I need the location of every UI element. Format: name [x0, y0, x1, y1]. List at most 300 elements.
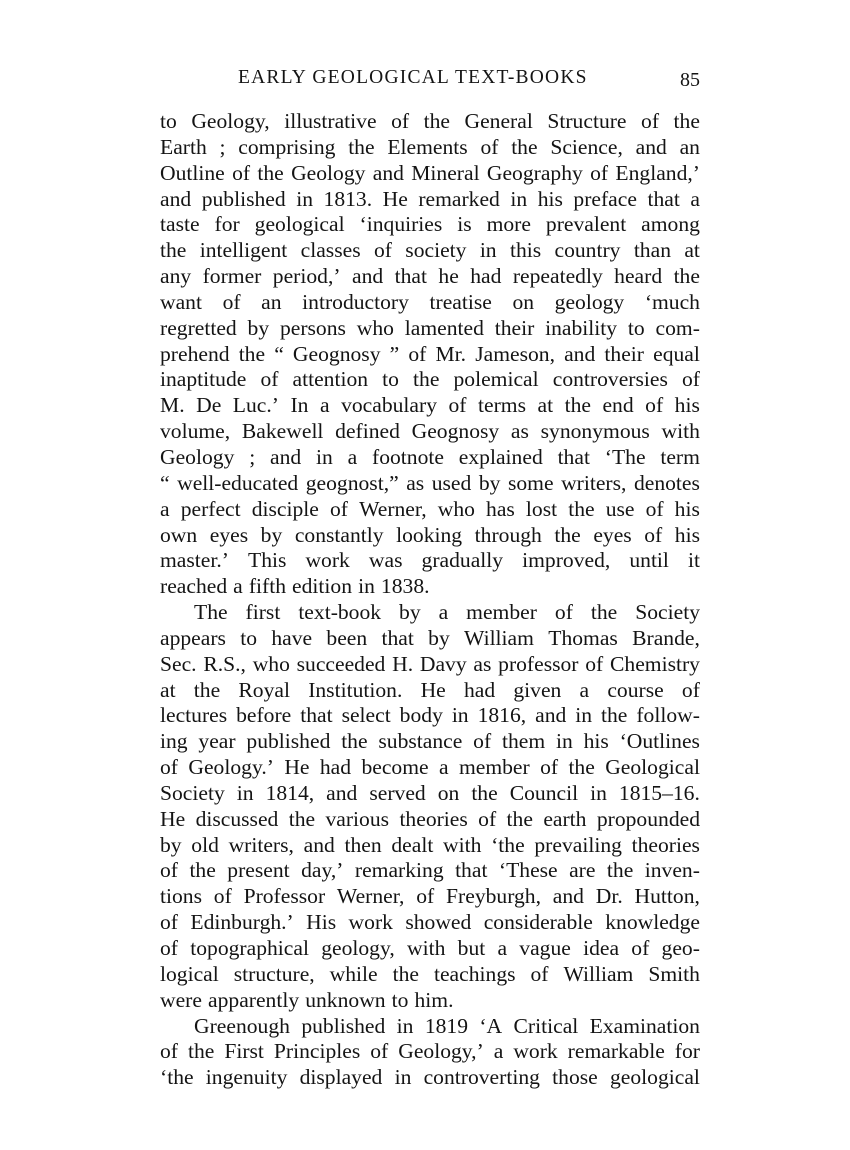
- word: Dr.: [595, 884, 623, 909]
- word: a: [319, 393, 330, 418]
- text-line: [160, 393, 700, 419]
- word: of: [644, 522, 663, 547]
- word: that: [381, 625, 414, 650]
- word: used: [431, 470, 472, 495]
- word: them: [501, 729, 546, 754]
- word: of: [160, 910, 178, 935]
- word: propounded: [596, 806, 700, 831]
- word: at: [537, 393, 554, 418]
- word: of: [160, 858, 178, 883]
- word: apparently: [208, 987, 300, 1012]
- word: com-: [655, 315, 700, 340]
- word: the: [160, 238, 187, 263]
- word: had: [463, 677, 496, 702]
- word: dealt: [391, 832, 434, 857]
- word: De: [196, 393, 222, 418]
- text-line: [160, 729, 700, 755]
- word: classes: [300, 238, 361, 263]
- word: looking: [396, 522, 463, 547]
- word: by: [478, 470, 501, 495]
- word: Luc.’: [232, 393, 279, 418]
- word: disciple: [251, 496, 319, 521]
- text-line: [160, 1065, 700, 1091]
- word: ‘inquiries: [359, 212, 443, 237]
- text-line: [160, 600, 700, 626]
- word: those: [552, 1065, 598, 1090]
- word: knowledge: [605, 910, 700, 935]
- word: the: [288, 806, 316, 831]
- word: the: [187, 1039, 215, 1064]
- word: as: [510, 419, 529, 444]
- word: of: [585, 651, 604, 676]
- word: of: [160, 936, 178, 960]
- word: of: [329, 496, 348, 521]
- word: published: [301, 1013, 386, 1038]
- word: and: [303, 832, 335, 857]
- word: more: [486, 212, 531, 237]
- word: in: [451, 703, 469, 728]
- word: prevalent: [545, 212, 627, 237]
- word: Geology: [291, 160, 366, 185]
- word: course: [607, 677, 664, 702]
- word: Hutton,: [634, 884, 700, 909]
- word: of: [681, 367, 700, 392]
- word: that: [455, 858, 488, 883]
- word: of: [530, 961, 549, 986]
- word: fifth: [248, 574, 286, 599]
- word: to: [627, 315, 645, 340]
- word: in: [358, 574, 375, 599]
- word: the: [238, 341, 266, 366]
- word: that: [647, 186, 680, 211]
- word: of: [408, 341, 427, 366]
- text-line: [160, 652, 700, 678]
- word: his: [674, 393, 700, 418]
- word: served: [369, 780, 426, 805]
- word: and: [372, 160, 404, 185]
- word: comprising: [238, 134, 336, 159]
- word: the: [392, 961, 419, 986]
- word: Professor: [243, 884, 326, 909]
- word: prehend: [160, 341, 230, 366]
- word: were: [160, 987, 202, 1012]
- text-line: [160, 445, 700, 471]
- word: on: [437, 780, 460, 805]
- word: of: [645, 496, 664, 521]
- word: showed: [405, 910, 472, 935]
- word: of: [222, 289, 241, 314]
- word: a: [233, 574, 243, 599]
- word: William: [563, 961, 634, 986]
- word: the: [568, 496, 595, 521]
- word: the: [673, 264, 700, 289]
- word: tions: [160, 884, 202, 909]
- word: that: [300, 703, 333, 728]
- word: of: [391, 109, 410, 133]
- word: geo-: [661, 936, 700, 960]
- word: defined: [335, 419, 400, 444]
- word: ;: [249, 444, 256, 469]
- word: the: [257, 160, 284, 185]
- word: Sec.: [160, 651, 197, 676]
- word: of: [373, 238, 392, 263]
- word: constantly: [294, 522, 384, 547]
- word: an: [679, 134, 700, 159]
- word: Geological: [605, 755, 700, 780]
- word: gradually: [421, 548, 504, 573]
- word: First: [224, 1039, 264, 1064]
- word: and: [326, 780, 358, 805]
- text-line: [160, 316, 700, 342]
- text-line: [160, 936, 700, 962]
- word: his: [583, 729, 609, 754]
- text-line: [160, 962, 700, 988]
- word: various: [325, 806, 390, 831]
- word: Mineral: [411, 160, 480, 185]
- word: in: [296, 186, 313, 211]
- word: a: [497, 936, 508, 960]
- word: 1814,: [265, 780, 315, 805]
- word: Geology,: [191, 109, 270, 133]
- word: until: [629, 548, 669, 573]
- word: vocabulary: [341, 393, 437, 418]
- word: introductory: [302, 289, 409, 314]
- word: been: [326, 625, 368, 650]
- word: succeeded: [296, 651, 386, 676]
- text-line: [160, 367, 700, 393]
- word: He: [420, 677, 446, 702]
- word: of: [641, 109, 660, 133]
- word: him.: [414, 987, 454, 1012]
- word: the: [673, 109, 700, 133]
- word: teachings: [433, 961, 516, 986]
- word: earth: [543, 806, 587, 831]
- word: lectures: [160, 703, 228, 728]
- word: a: [347, 444, 358, 469]
- word: inability: [545, 315, 618, 340]
- text-line: [160, 884, 700, 910]
- word: inven-: [644, 858, 700, 883]
- word: Brande,: [632, 625, 700, 650]
- word: it: [687, 548, 700, 573]
- word: end: [602, 393, 634, 418]
- word: of: [370, 1039, 389, 1064]
- word: vague: [519, 936, 571, 960]
- word: the: [601, 703, 628, 728]
- word: of: [160, 755, 178, 780]
- word: geology,: [321, 936, 395, 960]
- word: preface: [573, 186, 637, 211]
- word: first: [245, 600, 281, 625]
- word: and: [160, 186, 192, 211]
- text-line: [160, 238, 700, 264]
- word: The: [194, 600, 228, 625]
- word: inaptitude: [160, 367, 247, 392]
- word: is: [457, 212, 472, 237]
- word: had: [319, 755, 352, 780]
- word: he: [438, 264, 459, 289]
- text-line: [160, 497, 700, 523]
- word: Geognosy: [411, 419, 500, 444]
- word: geology: [554, 289, 625, 314]
- word: the: [554, 522, 581, 547]
- word: and: [270, 444, 302, 469]
- word: Principles: [273, 1039, 361, 1064]
- word: with: [443, 832, 482, 857]
- word: own: [160, 522, 198, 547]
- word: Science,: [550, 134, 623, 159]
- word: Elements: [387, 134, 468, 159]
- word: his: [674, 496, 700, 521]
- word: this: [509, 238, 542, 263]
- word: Jameson,: [475, 341, 555, 366]
- word: member: [466, 600, 537, 625]
- word: volume,: [160, 419, 231, 444]
- word: work: [305, 548, 350, 573]
- word: ingenuity: [205, 1065, 288, 1090]
- word: perfect: [180, 496, 241, 521]
- word: Mr.: [435, 341, 467, 366]
- running-title: EARLY GEOLOGICAL TEXT-BOOKS: [238, 67, 588, 88]
- word: society: [405, 238, 467, 263]
- word: illustrative: [284, 109, 377, 133]
- word: remarking: [354, 858, 444, 883]
- word: want: [160, 289, 202, 314]
- word: a: [493, 1039, 504, 1064]
- word: Geology,’: [398, 1039, 484, 1064]
- word: eyes: [209, 522, 249, 547]
- word: “: [160, 470, 170, 495]
- word: heard: [614, 264, 663, 289]
- word: by: [260, 522, 283, 547]
- word: the: [506, 806, 533, 831]
- word: of: [478, 806, 497, 831]
- word: Earth: [160, 134, 207, 159]
- word: work: [348, 910, 393, 935]
- word: by: [247, 315, 270, 340]
- word: former: [202, 264, 262, 289]
- word: country: [554, 238, 621, 263]
- word: Outline: [160, 160, 225, 185]
- word: “: [274, 341, 284, 366]
- word: Werner,: [359, 496, 427, 521]
- word: for: [674, 1039, 700, 1064]
- word: in: [479, 238, 497, 263]
- running-head: [160, 62, 700, 94]
- word: by: [160, 832, 182, 857]
- word: ‘the: [491, 832, 525, 857]
- word: taste: [160, 212, 200, 237]
- word: structure,: [233, 961, 315, 986]
- word: Royal: [238, 677, 290, 702]
- word: the: [568, 755, 595, 780]
- word: intelligent: [199, 238, 288, 263]
- text-line: [160, 678, 700, 704]
- word: geognost,”: [305, 470, 399, 495]
- word: This: [248, 548, 287, 573]
- word: of: [473, 729, 492, 754]
- word: ‘the: [160, 1065, 194, 1090]
- word: Freyburgh,: [446, 884, 541, 909]
- word: a: [438, 600, 449, 625]
- word: a: [690, 186, 700, 211]
- word: in: [575, 703, 593, 728]
- word: in: [236, 780, 254, 805]
- text-line: [160, 1039, 700, 1065]
- word: term: [660, 444, 700, 469]
- word: then: [344, 832, 382, 857]
- word: and: [635, 134, 667, 159]
- word: equal: [653, 341, 700, 366]
- word: follow-: [636, 703, 700, 728]
- word: Geognosy: [292, 341, 381, 366]
- word: lamented: [404, 315, 484, 340]
- word: the: [341, 729, 368, 754]
- word: to: [391, 987, 409, 1012]
- word: of: [590, 160, 609, 185]
- word: repeatedly: [512, 264, 603, 289]
- word: of: [645, 393, 664, 418]
- word: with: [661, 419, 700, 444]
- text-line: [160, 135, 700, 161]
- word: some: [507, 470, 554, 495]
- word: given: [513, 677, 562, 702]
- word: through: [474, 522, 542, 547]
- word: logical: [160, 961, 219, 986]
- word: text-book: [298, 600, 382, 625]
- word: William: [464, 625, 534, 650]
- word: General: [464, 109, 533, 133]
- word: ‘These: [498, 858, 558, 883]
- word: Geology.’: [188, 755, 274, 780]
- text-line: [160, 755, 700, 781]
- word: by: [399, 600, 421, 625]
- word: ing: [160, 729, 188, 754]
- word: Council: [509, 780, 579, 805]
- word: to: [382, 367, 399, 392]
- text-line: [160, 212, 700, 238]
- word: well-educated: [177, 470, 299, 495]
- word: prevailing: [534, 832, 622, 857]
- word: a: [438, 755, 449, 780]
- word: of: [448, 393, 467, 418]
- word: that: [394, 264, 427, 289]
- word: work: [513, 1039, 558, 1064]
- word: the: [413, 367, 440, 392]
- word: terms: [478, 393, 526, 418]
- word: Geography: [486, 160, 583, 185]
- word: writers,: [561, 470, 627, 495]
- text-line: [160, 187, 700, 213]
- word: Greenough: [194, 1013, 290, 1038]
- word: of: [631, 936, 650, 960]
- word: appears: [160, 625, 226, 650]
- word: footnote: [372, 444, 444, 469]
- word: with: [407, 936, 446, 960]
- word: use: [605, 496, 635, 521]
- word: regretted: [160, 315, 237, 340]
- word: unknown: [305, 987, 386, 1012]
- word: of: [160, 1039, 178, 1064]
- word: Geology: [160, 444, 235, 469]
- text-line: [160, 626, 700, 652]
- word: the: [590, 600, 618, 625]
- word: the: [423, 109, 450, 133]
- text-line: [160, 419, 700, 445]
- word: while: [329, 961, 378, 986]
- word: theories: [399, 806, 468, 831]
- word: his: [674, 522, 700, 547]
- word: persons: [279, 315, 346, 340]
- word: that: [557, 444, 590, 469]
- word: the: [511, 134, 538, 159]
- word: who: [356, 315, 394, 340]
- word: than: [633, 238, 671, 263]
- word: select: [341, 703, 391, 728]
- word: have: [271, 625, 313, 650]
- word: was: [368, 548, 403, 573]
- word: of: [480, 134, 499, 159]
- word: Society: [635, 600, 700, 625]
- word: idea: [583, 936, 620, 960]
- word: controversies: [552, 367, 668, 392]
- word: in: [316, 444, 333, 469]
- word: the: [193, 677, 221, 702]
- text-line: [160, 781, 700, 807]
- text-line: [160, 290, 700, 316]
- word: improved,: [522, 548, 611, 573]
- word: of: [681, 677, 700, 702]
- word: member: [458, 755, 530, 780]
- word: in: [396, 1013, 414, 1038]
- word: geological: [609, 1065, 700, 1090]
- word: displayed: [299, 1065, 383, 1090]
- word: Smith: [648, 961, 700, 986]
- word: of: [554, 600, 573, 625]
- word: who: [252, 651, 290, 676]
- word: ”: [389, 341, 400, 366]
- text-line: [160, 833, 700, 859]
- word: Institution.: [308, 677, 403, 702]
- word: 1816,: [477, 703, 527, 728]
- word: topographical: [190, 936, 309, 960]
- word: Thomas: [548, 625, 618, 650]
- word: His: [306, 910, 337, 935]
- word: R.S.,: [203, 651, 246, 676]
- word: and: [351, 264, 384, 289]
- word: and: [564, 341, 596, 366]
- word: considerable: [483, 910, 593, 935]
- word: of: [260, 367, 279, 392]
- word: the: [606, 858, 634, 883]
- text-line: [160, 548, 700, 574]
- word: the: [189, 858, 216, 883]
- word: to: [160, 109, 177, 133]
- word: in: [590, 780, 607, 805]
- text-line: [160, 109, 700, 135]
- word: present: [227, 858, 290, 883]
- word: writers,: [228, 832, 294, 857]
- word: 1815–16.: [618, 780, 700, 805]
- word: England,’: [615, 160, 700, 185]
- word: ‘Outlines: [619, 729, 700, 754]
- word: Society: [160, 780, 225, 805]
- word: of: [232, 160, 251, 185]
- word: body: [399, 703, 443, 728]
- text-line: [160, 523, 700, 549]
- word: as: [406, 470, 425, 495]
- word: M.: [160, 393, 185, 418]
